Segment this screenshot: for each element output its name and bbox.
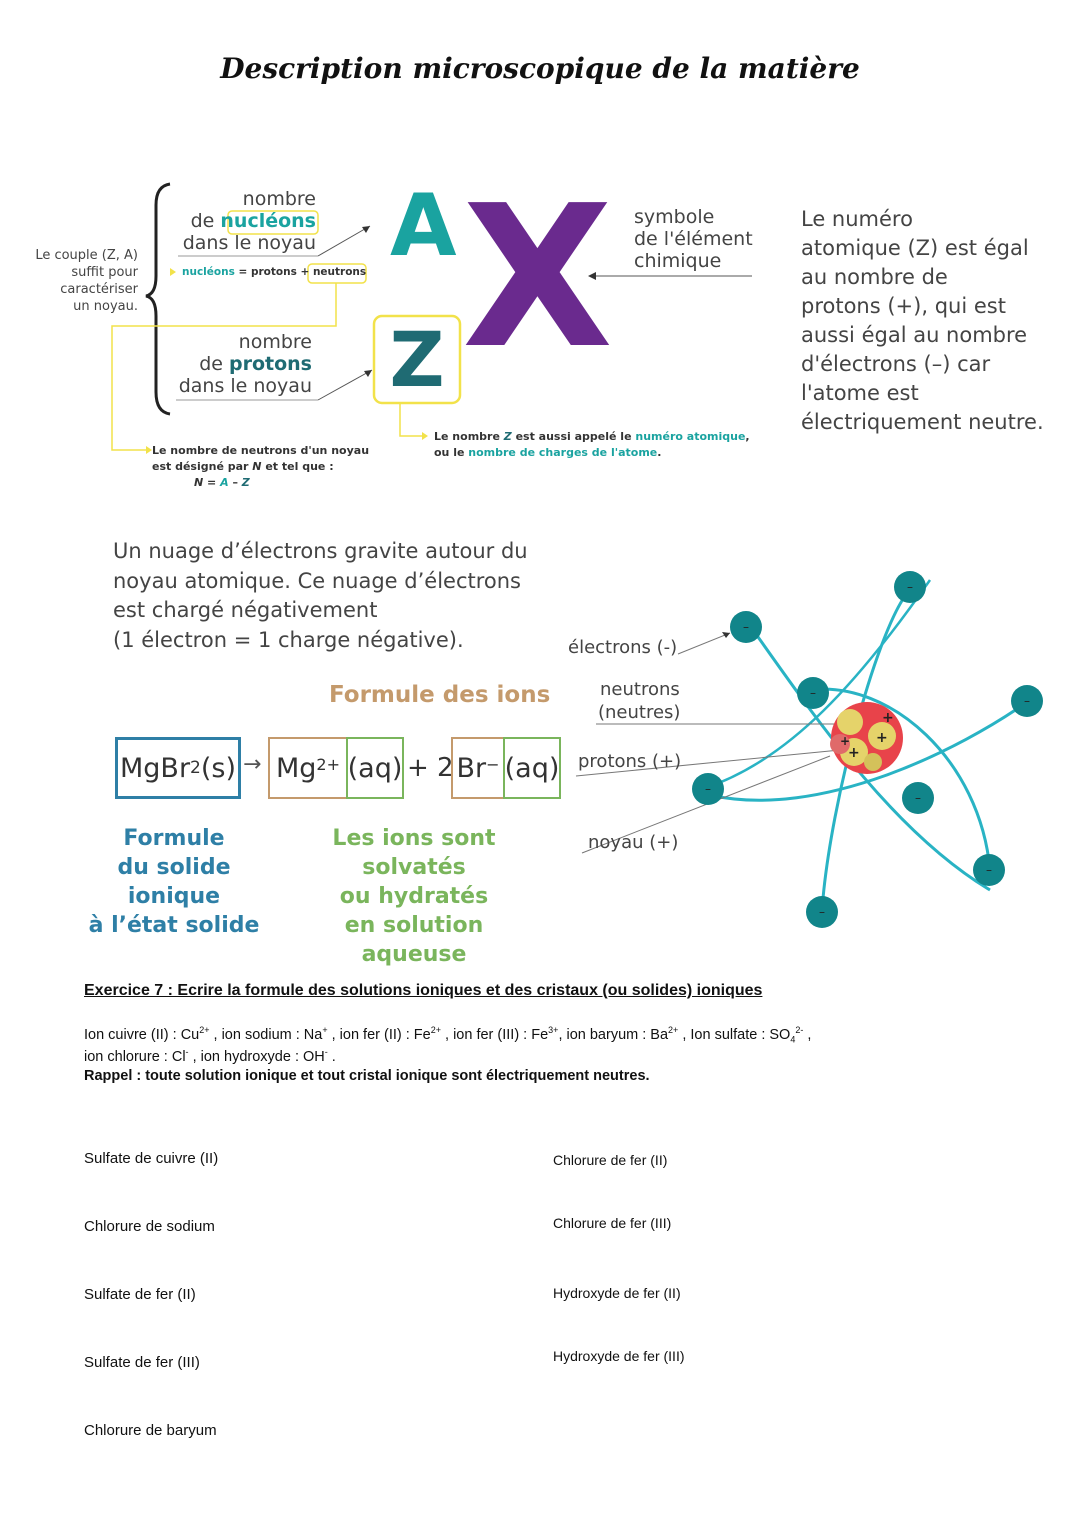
paragraph-line: électriquement neutre. <box>801 410 1044 434</box>
symbol-label-line: chimique <box>634 250 722 272</box>
ion-text: . <box>327 1048 336 1065</box>
atomic-number-symbol: Z <box>389 315 445 404</box>
solvated-caption <box>290 824 538 969</box>
neutron-note-text: et tel que : <box>261 460 334 473</box>
couple-line: caractériser <box>60 282 138 297</box>
nucleons-label <box>150 188 316 254</box>
eq-nucleons: nucléons <box>182 266 235 278</box>
solid-caption <box>74 824 274 940</box>
paragraph-line: noyau atomique. Ce nuage d’électrons <box>113 568 521 593</box>
paragraph-line: Le numéro <box>801 207 913 231</box>
ion-charge: 3+ <box>548 1025 559 1035</box>
exercise-item: Sulfate de cuivre (II) <box>84 1150 219 1167</box>
formula-minus: – <box>228 476 242 489</box>
caption-line: en solution aqueuse <box>344 913 484 967</box>
electron-sign: – <box>907 580 913 594</box>
eq-sign: = <box>234 266 251 278</box>
z-note-z: Z <box>503 430 512 443</box>
eq-neutrons: neutrons <box>312 266 367 278</box>
aqueous-state: (aq) <box>347 752 403 784</box>
formula-a: A <box>220 476 229 489</box>
electron-sign: – <box>986 863 992 877</box>
z-note-highlight: nombre de charges de l'atome <box>468 446 658 459</box>
cation-symbol: Mg <box>275 752 317 784</box>
electron-sign: – <box>1024 694 1030 708</box>
exercise-item: Hydroxyde de fer (II) <box>553 1285 681 1301</box>
protons-prefix: de <box>199 353 229 375</box>
eq-protons: protons <box>250 266 297 278</box>
electron-sign: – <box>810 686 816 700</box>
caption-line: du solide ionique <box>117 855 231 909</box>
z-note <box>434 429 750 461</box>
caption-line: Formule <box>123 826 225 851</box>
exercise-title: Exercice 7 : Ecrire la formule des solutions ioniques et des cristaux (ou solides) ioniques <box>84 982 763 999</box>
formula-n: N <box>194 476 204 489</box>
ions-list-line2 <box>84 1047 336 1065</box>
neutron-note <box>152 443 369 491</box>
electron-sign: – <box>819 905 825 919</box>
nucleus-label: noyau (+) <box>588 832 679 853</box>
paragraph-line: est chargé négativement <box>113 598 378 622</box>
z-note-text: est aussi appelé le <box>511 430 636 443</box>
ion-text: Ion cuivre (II) : Cu <box>84 1026 200 1043</box>
neutrons-line: neutrons <box>600 679 680 700</box>
ion-text: , ion sodium : Na <box>209 1026 323 1043</box>
anion-charge: − <box>486 754 500 774</box>
electron-sign: – <box>705 782 711 796</box>
exercise-item: Sulfate de fer (II) <box>84 1286 196 1303</box>
exercise-item: Chlorure de sodium <box>84 1218 215 1235</box>
solid-formula: MgBr <box>119 752 191 784</box>
ions-list-line1 <box>84 1025 811 1045</box>
coefficient: + 2 <box>407 753 454 783</box>
neutrons-line: (neutres) <box>598 702 681 723</box>
nucleons-line: nombre <box>242 188 316 210</box>
paragraph-line: Un nuage d’électrons gravite autour du <box>113 539 528 563</box>
rappel: Rappel : toute solution ionique et tout cristal ionique sont électriquement neutres. <box>84 1068 650 1084</box>
couple-line: un noyau. <box>73 299 138 314</box>
ion-charge: 2- <box>795 1025 804 1035</box>
ion-text: , ion baryum : Ba <box>558 1026 669 1043</box>
solid-state: (s) <box>200 752 237 784</box>
symbol-label-line: symbole <box>634 206 715 228</box>
eq-plus: + <box>296 266 313 278</box>
aqueous-state: (aq) <box>504 752 560 784</box>
formula-eq: = <box>203 476 221 489</box>
solid-formula-box <box>115 737 241 799</box>
ion-charge: - <box>324 1047 328 1057</box>
paragraph-line: d'électrons (–) car <box>801 352 991 376</box>
electron-sign: – <box>915 791 921 805</box>
ion-charge: - <box>185 1047 189 1057</box>
atom-diagram <box>560 560 1060 940</box>
electron-sign: – <box>743 620 749 634</box>
ion-text: , <box>803 1026 812 1043</box>
proton-sign: + <box>876 730 888 746</box>
electron-cloud-paragraph <box>113 537 528 655</box>
caption-line: ou hydratés <box>339 884 489 909</box>
caption-line: Les ions sont solvatés <box>332 826 496 880</box>
paragraph-line: (1 électron = 1 charge négative). <box>113 627 464 652</box>
ions-heading: Formule des ions <box>329 682 551 708</box>
cation-charge: 2+ <box>316 754 341 774</box>
paragraph-line: atomique (Z) est égal <box>801 236 1029 260</box>
neutrons-label <box>598 678 680 724</box>
mass-number-symbol: A <box>390 176 457 276</box>
neutron-note-n: N <box>252 460 262 473</box>
anion-aq-box <box>503 737 561 799</box>
exercise-item: Chlorure de baryum <box>84 1422 217 1439</box>
ion-text: ion chlorure : Cl <box>84 1048 186 1065</box>
z-note-text: ou le <box>434 446 469 459</box>
ion-charge: 2+ <box>430 1025 441 1035</box>
proton-sign: + <box>882 710 894 726</box>
reaction-arrow: → <box>243 752 262 777</box>
proton-sign: + <box>840 734 851 748</box>
exercise-item: Chlorure de fer (II) <box>553 1152 668 1168</box>
atomic-number-paragraph <box>801 205 1044 437</box>
ion-subscript: 4 <box>790 1034 796 1045</box>
protons-label <box>150 331 312 397</box>
z-note-text: , <box>745 430 750 443</box>
protons-word: protons <box>229 353 312 375</box>
anion-symbol: Br <box>456 752 487 784</box>
ion-text: , ion hydroxyde : OH <box>188 1048 325 1065</box>
ion-charge: 2+ <box>199 1025 210 1035</box>
ion-charge: + <box>322 1025 328 1035</box>
paragraph-line: protons (+), qui est <box>801 294 1006 318</box>
paragraph-line: aussi égal au nombre <box>801 323 1028 347</box>
exercise-item: Sulfate de fer (III) <box>84 1354 200 1371</box>
couple-line: suffit pour <box>71 265 138 280</box>
caption-line: à l’état solide <box>88 913 260 938</box>
nucleons-line: dans le noyau <box>182 232 316 254</box>
exercise-item: Hydroxyde de fer (III) <box>553 1348 685 1364</box>
cation-box <box>268 737 346 799</box>
formula-z: Z <box>241 476 250 489</box>
protons-label-atom: protons (+) <box>578 751 682 772</box>
ion-charge: 2+ <box>668 1025 679 1035</box>
protons-line: nombre <box>238 331 312 353</box>
anion-box <box>451 737 503 799</box>
nucleons-equation <box>182 266 366 278</box>
z-note-highlight: numéro atomique <box>635 430 746 443</box>
neutron-note-line: Le nombre de neutrons d'un noyau <box>152 444 370 457</box>
neutron-note-text: est désigné par <box>152 460 253 473</box>
symbol-label <box>634 206 753 272</box>
page-title: Description microscopique de la matière <box>220 52 860 85</box>
paragraph-line: l'atome est <box>801 381 919 405</box>
z-note-text: Le nombre <box>434 430 504 443</box>
cation-aq-box <box>346 737 404 799</box>
ion-text: , ion fer (III) : Fe <box>441 1026 549 1043</box>
element-symbol: X <box>462 164 614 392</box>
symbol-label-line: de l'élément <box>634 228 753 250</box>
paragraph-line: au nombre de <box>801 265 948 289</box>
nucleons-prefix: de <box>190 210 221 232</box>
exercise-item: Chlorure de fer (III) <box>553 1215 672 1231</box>
couple-line: Le couple (Z, A) <box>35 248 138 263</box>
protons-line: dans le noyau <box>178 375 312 397</box>
nucleons-word: nucléons <box>220 210 316 232</box>
ion-text: , ion fer (II) : Fe <box>327 1026 431 1043</box>
ion-text: , Ion sulfate : SO <box>678 1026 791 1043</box>
solid-subscript: 2 <box>190 758 201 778</box>
proton-sign: + <box>848 745 860 761</box>
z-note-text: . <box>657 446 662 459</box>
electrons-label: électrons (-) <box>568 637 678 658</box>
